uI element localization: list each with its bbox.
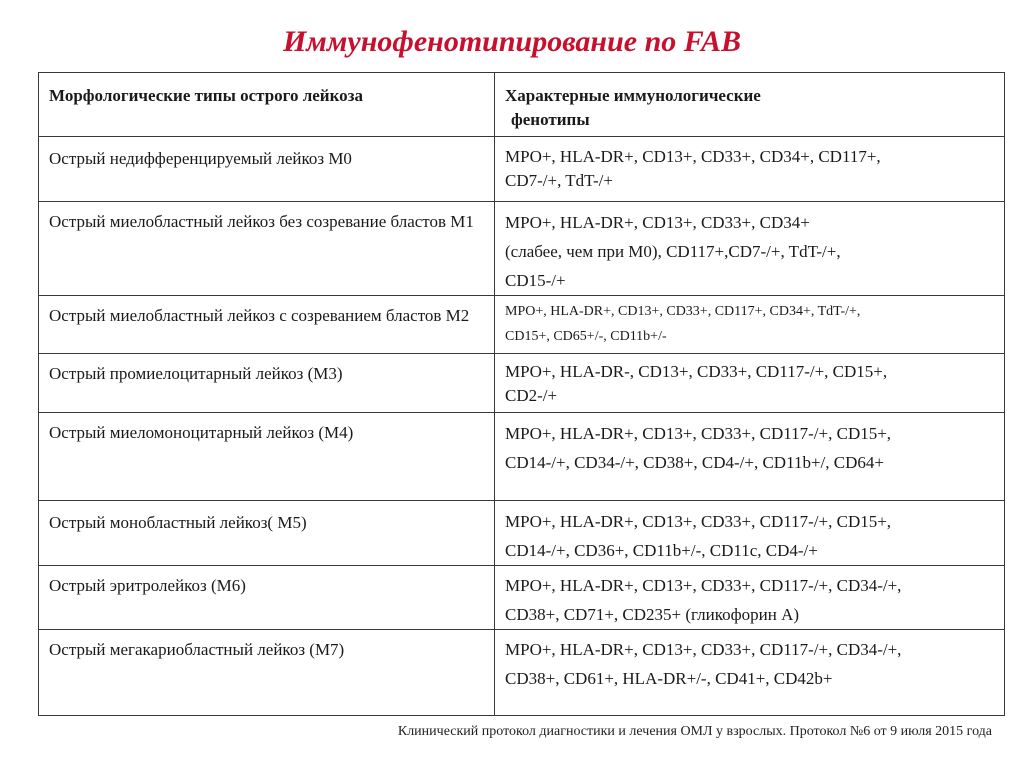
row-type-m2: Острый миелобластный лейкоз с созреванием бластов М2 [39,296,495,354]
row-type-m7: Острый мегакариобластный лейкоз (М7) [39,630,495,716]
row-phenotype-m3: MPO+, HLA-DR-, CD13+, CD33+, CD117-/+, CD15+, CD2-/+ [495,354,1005,413]
header-morphological-types: Морфологические типы острого лейкоза [39,73,495,137]
table-row [39,296,1005,354]
row-phenotype-m5: MPO+, HLA-DR+, CD13+, CD33+, CD117-/+, CD15+, CD14-/+, CD36+, CD11b+/-, CD11c, CD4-/+ [495,501,1005,566]
table-header-row [39,73,1005,137]
row-phenotype-m7: MPO+, HLA-DR+, CD13+, CD33+, CD117-/+, CD34-/+, CD38+, CD61+, HLA-DR+/-, CD41+, CD42b+ [495,630,1005,716]
row-type-m6: Острый эритролейкоз (М6) [39,566,495,630]
header-phenotypes [495,73,1005,137]
source-citation: Клинический протокол диагностики и лечения ОМЛ у взрослых. Протокол №6 от 9 июля 2015 года [397,724,992,739]
row-type-m0: Острый недифференцируемый лейкоз М0 [39,137,495,202]
row-type-m3: Острый промиелоцитарный лейкоз (М3) [39,354,495,413]
fab-immunophenotype-table [38,72,1005,716]
slide-title: Иммунофенотипирование по FAB [282,25,742,58]
table-row [39,501,1005,566]
header-phenotypes-line2: фенотипы [511,110,590,129]
table-row [39,354,1005,413]
table-row [39,630,1005,716]
table-row [39,413,1005,501]
table-row [39,566,1005,630]
row-phenotype-m1: MPO+, HLA-DR+, CD13+, CD33+, CD34+ (слабее, чем при М0), CD117+,CD7-/+, TdT-/+, CD15-/+ [495,202,1005,296]
table-row [39,202,1005,296]
row-type-m1: Острый миелобластный лейкоз без созревание бластов М1 [39,202,495,296]
row-phenotype-m4: MPO+, HLA-DR+, CD13+, CD33+, CD117-/+, CD15+, CD14-/+, CD34-/+, CD38+, CD4-/+, CD11b+/, CD64+ [495,413,1005,501]
row-phenotype-m6: MPO+, HLA-DR+, CD13+, CD33+, CD117-/+, CD34-/+, CD38+, CD71+, CD235+ (гликофорин А) [495,566,1005,630]
table-row [39,137,1005,202]
row-phenotype-m0: MPO+, HLA-DR+, CD13+, CD33+, CD34+, CD117+, CD7-/+, TdT-/+ [495,137,1005,202]
row-type-m4: Острый миеломоноцитарный лейкоз (М4) [39,413,495,501]
header-phenotypes-line1: Характерные иммунологические [505,86,761,105]
row-phenotype-m2: MPO+, HLA-DR+, CD13+, CD33+, CD117+, CD34+, TdT-/+, CD15+, CD65+/-, CD11b+/- [495,296,1005,354]
row-type-m5: Острый монобластный лейкоз( М5) [39,501,495,566]
